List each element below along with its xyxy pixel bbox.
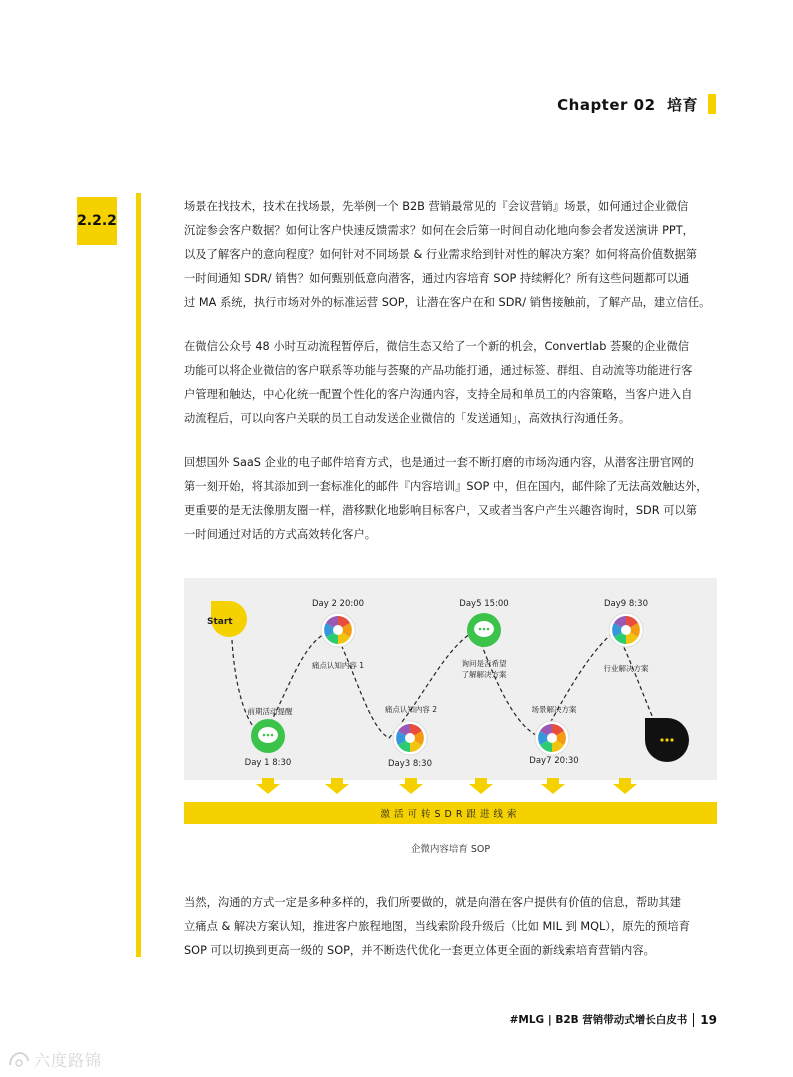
down-arrow-icon bbox=[613, 778, 637, 794]
node-day: Day 1 8:30 bbox=[244, 758, 292, 768]
chapter-accent-bar bbox=[708, 94, 716, 114]
down-arrow-icon bbox=[256, 778, 280, 794]
paragraph-4: 当然，沟通的方式一定是多种多样的，我们所要做的，就是向潜在客户提供有价值的信息，帮助其建 立痛点 & 解决方案认知，推进客户旅程地图，当线索阶段升级后（比如 MIL 到 MQL），原先的预培育 SOP 可以切换到更高一级的 SOP，并不断迭代优化一套更立体更全面的新线索培育营销内容。 bbox=[184, 896, 691, 957]
node-day: Day 2 20:00 bbox=[311, 599, 365, 609]
watermark bbox=[8, 1048, 102, 1071]
page-number: 19 bbox=[700, 1012, 717, 1027]
end-node bbox=[645, 718, 689, 762]
node-day: Day7 20:30 bbox=[529, 756, 579, 766]
node-label: 行业解决方案 bbox=[603, 664, 649, 673]
chapter-label: Chapter 02 培育 bbox=[557, 95, 698, 114]
sop-flow-diagram bbox=[184, 578, 717, 824]
chapter-header bbox=[557, 93, 716, 115]
section-number-badge: 2.2.2 bbox=[77, 197, 117, 245]
figure-caption: 企微内容培育 SOP bbox=[410, 844, 491, 855]
down-arrow-icon bbox=[399, 778, 423, 794]
node-label: 场景解决方案 bbox=[531, 705, 577, 714]
node-day: Day9 8:30 bbox=[604, 599, 648, 609]
node-day: Day3 8:30 bbox=[388, 759, 432, 769]
flow-path bbox=[232, 630, 664, 738]
paragraph-1: 场景在找技术，技术在找场景，先举例一个 B2B 营销最常见的『会议营销』场景，如何通过企业微信 沉淀参会客户数据？如何让客户快速反馈需求？如何在会后第一时间自动化地向参会者发送演讲 PPT， 以及了解客户的意向程度？如何针对不同场景 & 行业需求给到针对性的解决方案？如何将高价值数据第 一时间通知 SDR/ 销售？如何甄别低意向潜客，通过内容培育 SOP 持续孵化？所有这些问题都可以通 过 MA 系统，执行市场对外的标准运营 SOP，让潜在客户在和 SDR/ 销售接触前，了解产品，建立信任。 bbox=[184, 200, 711, 309]
down-arrow-icon bbox=[325, 778, 349, 794]
section-vertical-rule bbox=[136, 193, 141, 957]
watermark-logo-icon bbox=[8, 1051, 30, 1069]
node-label: 询问是否希望 了解解决方案 bbox=[461, 659, 507, 679]
aperture-icon bbox=[535, 721, 569, 755]
down-arrows bbox=[256, 778, 637, 794]
aperture-icon bbox=[393, 721, 427, 755]
leads-banner: 激活可转SDR跟进线索 bbox=[184, 802, 717, 824]
wechat-icon bbox=[251, 719, 285, 753]
footer-divider bbox=[693, 1013, 694, 1027]
diagram-svg bbox=[184, 578, 717, 802]
node-label: 前期活动提醒 bbox=[247, 707, 293, 716]
down-arrow-icon bbox=[541, 778, 565, 794]
aperture-icon bbox=[321, 613, 355, 647]
page-footer bbox=[510, 1012, 717, 1027]
watermark-text: 六度路锦 bbox=[34, 1051, 103, 1070]
wechat-icon bbox=[467, 613, 501, 647]
node-label: 痛点认知内容 1 bbox=[311, 661, 365, 670]
node-label: 痛点认知内容 2 bbox=[384, 705, 438, 714]
paragraph-3: 回想国外 SaaS 企业的电子邮件培育方式，也是通过一套不断打磨的市场沟通内容，从潜客注册官网的 第一刻开始，将其添加到一套标准化的邮件『内容培训』SOP 中，但在国内，邮件除了无法高效触达外， 更重要的是无法像朋友圈一样，潜移默化地影响目标客户，又或者当客户产生兴趣咨询时，SDR 可以第 一时间通过对话的方式高效转化客户。 bbox=[184, 456, 708, 541]
down-arrow-icon bbox=[469, 778, 493, 794]
paragraph-2: 在微信公众号 48 小时互动流程暂停后，微信生态又给了一个新的机会，Convertlab 荟聚的企业微信 功能可以将企业微信的客户联系等功能与荟聚的产品功能打通，通过标签、群组、自动流等功能进行客 户管理和触达，中心化统一配置个性化的客户沟通内容，支持全局和单员工的内容策略，当客户进入自 动流程后，可以向客户关联的员工自动发送企业微信的「发送通知」，高效执行沟通任务。 bbox=[184, 340, 693, 425]
node-day: Day5 15:00 bbox=[459, 599, 509, 609]
start-label: Start bbox=[207, 617, 233, 627]
aperture-icon bbox=[609, 613, 643, 647]
footer-title: #MLG | B2B 营销带动式增长白皮书 bbox=[509, 1014, 688, 1026]
